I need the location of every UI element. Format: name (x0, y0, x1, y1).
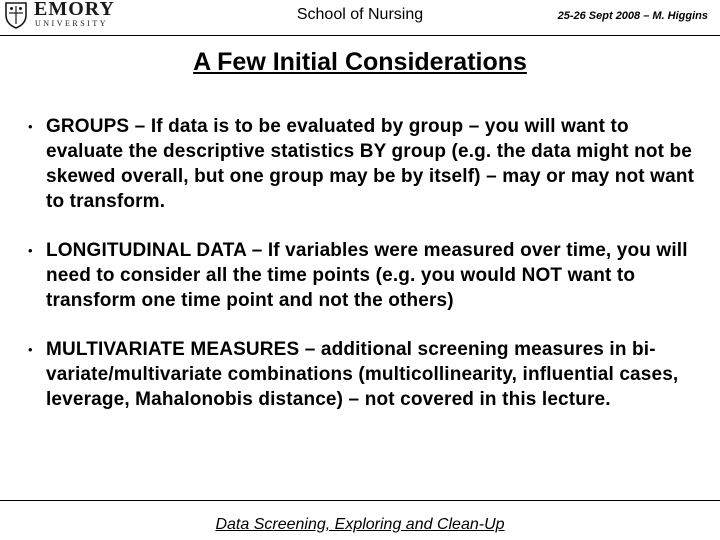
bullet-list (28, 114, 698, 436)
bullet-dot: • (28, 342, 33, 357)
header-divider (0, 35, 720, 36)
logo-wordmark: EMORY (34, 0, 115, 20)
slide-header (0, 0, 720, 34)
footer-divider (0, 500, 720, 501)
logo-subtitle: UNIVERSITY (35, 19, 108, 28)
bullet-text: MULTIVARIATE MEASURES – additional screening measures in bi-variate/multivariate combinations (multicollinearity, influential cases, leverage, Mahalonobis distance) – not covered in this lecture. (46, 339, 679, 410)
bullet-dot: • (28, 119, 33, 134)
bullet-dot: • (28, 243, 33, 258)
bullet-text: LONGITUDINAL DATA – If variables were measured over time, you will need to consider all the time points (e.g. you would NOT want to transform one time point and not the others) (46, 240, 688, 311)
bullet-item-multivariate (28, 337, 698, 412)
bullet-item-longitudinal (28, 238, 698, 313)
bullet-item-groups (28, 114, 698, 214)
slide-footer: Data Screening, Exploring and Clean-Up (215, 516, 505, 533)
university-shield-icon (4, 1, 28, 29)
slide-title: A Few Initial Considerations (193, 48, 527, 76)
lecture-date-author: 25-26 Sept 2008 – M. Higgins (557, 10, 708, 22)
bullet-text: GROUPS – If data is to be evaluated by group – you will want to evaluate the descriptive statistics BY group (e.g. the data might not be skewed overall, but one group may be by itself) – may or may not want to transform. (46, 116, 695, 212)
emory-logo (4, 0, 115, 32)
school-name: School of Nursing (296, 6, 424, 23)
